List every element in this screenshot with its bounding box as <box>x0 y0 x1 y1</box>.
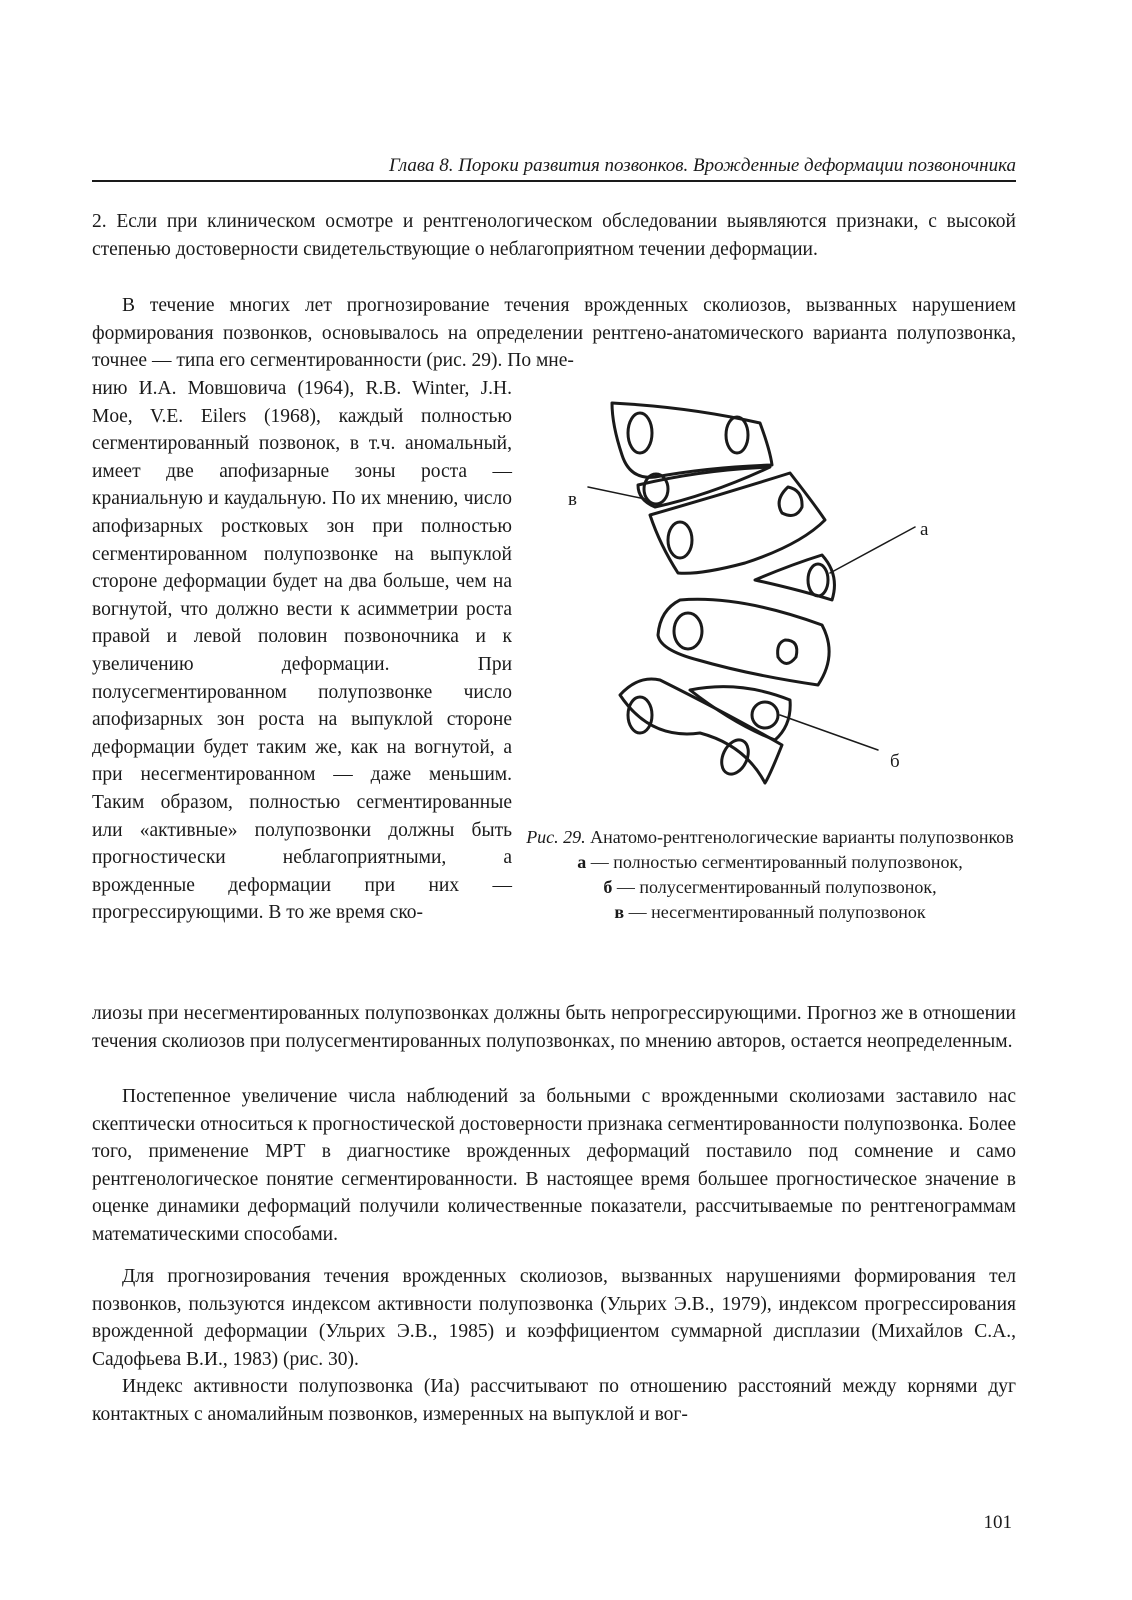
figure-29 <box>560 395 980 805</box>
pedicle-second-left <box>668 522 692 558</box>
running-header <box>92 152 1016 182</box>
leader-line-a <box>830 527 915 573</box>
figure-caption <box>520 825 1020 925</box>
paragraph-3-continued <box>92 1000 1016 1055</box>
caption-figure-number: Рис. 29. <box>526 827 586 847</box>
caption-legend-a <box>520 850 1020 875</box>
vertebrae-diagram <box>560 395 980 805</box>
page-number: 101 <box>983 1512 1012 1533</box>
hemivertebra-b <box>690 687 790 740</box>
pedicle-a <box>808 564 828 596</box>
leader-line-v <box>588 487 645 499</box>
pedicle-top-right <box>726 417 748 453</box>
paragraph-3a-text: нию И.А. Мовшовича (1964), R.B. Winter, J.H. Moe, V.E. Eilers (1968), каждый полностью сегментированный позвонок, в т.ч. аномальный, имеет две апофизарные зоны роста — краниальную и каудальную. По их мнению, число апофизарных ростковых зон при полностью сегментированном полупозвонке на выпуклой стороне деформации будет на два больше, чем на вогнутой, что должно вести к асимметрии роста правой и левой половин позвоночника и к увеличению деформации. При полусегментированном полупозвонке число апофизарных зон роста на выпуклой стороне деформации будет таким же, как на вогнутой, а при несегментированном — даже меньшим. Таким образом, полностью сегментированные или «активные» полупозвонки должны быть прогностически неблагоприятными, а врожденные деформации при них — прогрессирующими. В то же время ско- <box>92 378 512 924</box>
pedicle-top-left <box>628 413 652 453</box>
pedicle-bottom-left <box>628 697 652 733</box>
pedicle-third-left <box>674 613 702 649</box>
paragraph-6 <box>92 1373 1016 1428</box>
running-title: Глава 8. Пороки развития позвонков. Врожденные деформации позвоночника <box>389 155 1016 176</box>
paragraph-2-text: В течение многих лет прогнозирование течения врожденных сколиозов, вызванных нарушением формирования позвонков, основывалось на определении рентгено-анатомического варианта полупозвонка, точнее — типа его сегментированности (рис. 29). По мне- <box>92 295 1016 372</box>
caption-legend-b <box>520 875 1020 900</box>
legend-text-b: — полусегментированный полупозвонок, <box>612 877 937 897</box>
pedicle-b <box>752 702 778 728</box>
paragraph-3-column <box>92 375 512 927</box>
pedicle-v <box>644 474 668 504</box>
legend-key-a: а <box>577 852 587 872</box>
pedicle-third-right <box>778 640 797 664</box>
legend-key-v: в <box>614 902 625 922</box>
vertebra-third <box>658 599 829 685</box>
legend-text-a: — полностью сегментированный полупозвонок, <box>586 852 963 872</box>
paragraph-1 <box>92 208 1016 263</box>
paragraph-3b-text: лиозы при несегментированных полупозвонках должны быть непрогрессирующими. Прогноз же в отношении течения сколиозов при полусегментированных полупозвонках, по мнению авторов, остается неопределенным. <box>92 1003 1016 1052</box>
legend-text-v: — несегментированный полупозвонок <box>624 902 926 922</box>
paragraph-2 <box>92 292 1016 375</box>
leader-line-b <box>780 715 878 750</box>
caption-legend-v <box>520 900 1020 925</box>
paragraph-4 <box>92 1083 1016 1249</box>
paragraph-5-text: Для прогнозирования течения врожденных сколиозов, вызванных нарушениями формирования тел позвонков, пользуются индексом активности полупозвонка (Ульрих Э.В., 1979), индексом прогрессирования врожденной деформации (Ульрих Э.В., 1985) и коэффициентом суммарной дисплазии (Михайлов С.А., Садофьева В.И., 1983) (рис. 30). <box>92 1266 1016 1370</box>
label-b: б <box>890 751 900 772</box>
paragraph-5 <box>92 1263 1016 1373</box>
legend-key-b: б <box>603 877 613 897</box>
caption-title <box>520 825 1020 850</box>
paragraph-4-text: Постепенное увеличение числа наблюдений за больными с врожденными сколиозами заставило нас скептически относиться к прогностической достоверности признака сегментированности полупозвонка. Более того, применение МРТ в диагностике врожденных деформаций поставило под сомнение и само рентгенологическое понятие сегментированности. В настоящее время большее прогностическое значение в оценке динамики деформаций получили количественные показатели, рассчитываемые по рентгенограммам математическими способами. <box>92 1086 1016 1245</box>
label-a: а <box>920 519 929 540</box>
paragraph-6-text: Индекс активности полупозвонка (Иа) рассчитывают по отношению расстояний между корнями дуг контактных с аномалийным позвонков, измеренных на выпуклой и вог- <box>92 1376 1016 1425</box>
paragraph-1-text: 2. Если при клиническом осмотре и рентгенологическом обследовании выявляются признаки, с высокой степенью достоверности свидетельствующие о неблагоприятном течении деформации. <box>92 211 1016 260</box>
caption-title-text: Анатомо-рентгенологические варианты полупозвонков <box>590 827 1014 847</box>
label-v: в <box>568 489 577 510</box>
pedicle-second-right <box>779 487 802 515</box>
